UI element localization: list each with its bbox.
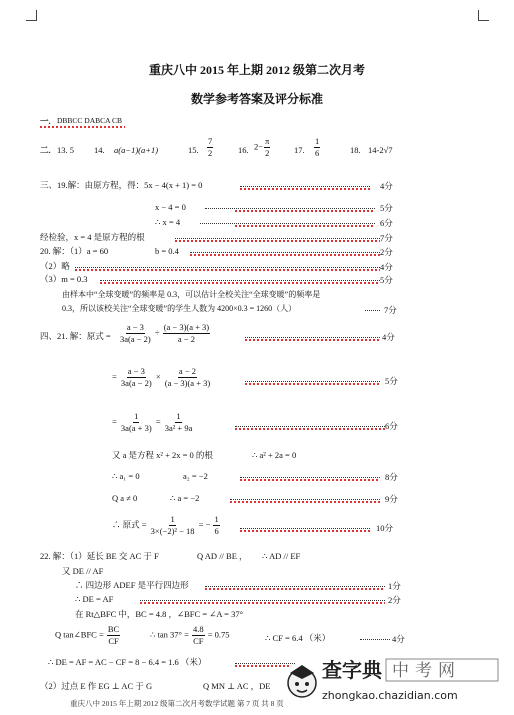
q22-line6: Q tan∠BFC = $\frac{BC}{CF}$ [55,624,120,646]
q22-line6b: ∴ tan 37° = $\frac{4.8}{CF}$ = 0.75 [150,624,230,646]
q20-line1a: 20. 解：（1）a = 60 [40,246,109,256]
score-7b: 7分 [384,305,397,315]
answer-17: $\frac{1}{6}$ [315,136,320,158]
q22-line5: 在 Rt△BFC 中，BC = 4.8 ，∠BFC = ∠A = 37° [75,609,243,619]
q22-line7: ∴ DE = AF = AC − CF = 8 − 6.4 = 1.6 （米） [48,657,207,667]
answer-13: 13. 5 [57,145,74,155]
q21-root-eq: ∴ a² + 2a = 0 [252,450,297,460]
section1-answers: DBBCC DABCA CB [57,116,123,125]
q21-prefix: 四、21. 解：原式 = [40,331,111,341]
q22-line3: ∴ 四边形 ADEF 是平行四边形 [75,580,189,590]
score-1: 1分 [388,581,401,591]
q21-a-value: ∴ a = −2 [170,493,200,503]
q19-line2: x − 4 = 0 [155,202,186,212]
answer-18: 14-2√7 [368,145,393,155]
q22-line6c: ∴ CF = 6.4 （米） [265,633,331,643]
score-6c: 6分 [385,421,398,431]
score-2b: 2分 [388,595,401,605]
page-footer: 重庆八中 2015 年上期 2012 级第二次月考数学试题 第 7 页 共 8 页 [70,699,284,708]
crop-mark-top-left [26,10,37,21]
score-2: 2分 [380,247,393,257]
q21-a2: a₂ = −2 [183,471,208,481]
score-4b: 4分 [380,262,393,272]
q17-number: 17. [294,145,305,155]
q22-line1b: Q AD // BE ， [197,551,248,561]
q16-number: 16. [238,145,249,155]
q22-line8: （2）过点 E 作 EG ⊥ AC 于 G [40,681,153,691]
crop-mark-top-right [478,10,489,21]
page-title: 重庆八中 2015 年上期 2012 级第二次月考 [148,63,365,77]
q21-root-line: 又 a 是方程 x² + 2x = 0 的根 [112,450,213,460]
logo-sub-text: 中考网 [392,661,461,681]
q21-step3: = $\frac{1}{3a(a + 3)}$ = $\frac{1}{\text{3a² + 9a}}$ [112,411,193,433]
q20-line4: 由样本中“全球变暖”的频率是 0.3，可以估计全校关注“全球变暖”的频率是 [62,290,321,299]
q19-line1: 三、19.解：由原方程，得：5x − 4(x + 1) = 0 [40,180,203,190]
score-8: 8分 [385,472,398,482]
answer-14: a(a−1)(a+1) [114,145,159,155]
section1-label: 一. [40,116,51,126]
score-4: 4分 [380,181,393,191]
q21-step2: = $\frac{a - 3}{3a(a - 2)}$ × $\frac{a - 2}{(a - 3)(a + 3)}$ [112,366,211,388]
score-7: 7分 [380,233,393,243]
score-5c: 5分 [385,376,398,386]
q22-line4: ∴ DE = AF [75,594,114,604]
q20-line5: 0.3，所以该校关注“全球变暖”的学生人数为 4200×0.3 = 1260（人） [62,304,297,313]
logo-url-text: zhongkao.chazidian.com [322,689,458,702]
q18-number: 18. [350,145,361,155]
score-9: 9分 [385,494,398,504]
logo-brand-text: 查字典 [322,658,382,682]
q22-line1c: ∴ AD // EF [262,551,301,561]
q21-final: ∴ 原式 = $\frac{1}{\text{3×(−2)² − 18}}$ = − $\frac{1}{6}$ [112,514,219,536]
q19-line4: 经检验，x = 4 是原方程的根 [40,232,145,242]
q20-line3: （3）m = 0.3 [40,274,88,284]
section2-label: 二. [40,145,51,155]
score-5b: 5分 [380,275,393,285]
score-4d: 4分 [392,634,405,644]
q19-line3: ∴ x = 4 [155,217,181,227]
score-6: 6分 [380,218,393,228]
score-10: 10分 [376,523,394,533]
score-5: 5分 [380,203,393,213]
q20-line1b: b = 0.4 [155,246,179,256]
q20-line2: （2）略 [40,261,70,271]
answer-15: $\frac{7}{2}$ [208,136,213,158]
q21-a1: ∴ a₁ = 0 [112,471,140,481]
q14-number: 14. [94,145,105,155]
q22-line1: 22. 解：（1）延长 BE 交 AC 于 F [40,551,159,561]
q15-number: 15. [188,145,199,155]
q22-line8b: Q MN ⊥ AC ，DE [203,681,271,691]
answer-16: 2− $\frac{\pi}{2}$ [254,136,270,158]
q21-expression: $\frac{a - 3}{3a(a - 2)}$ ÷ $\frac{(a - 3)(a + 3)}{a - 2}$ [120,322,210,344]
chazidian-watermark-logo [286,645,504,709]
q22-line2: 又 DE // AF [62,566,104,576]
q21-cond: Q a ≠ 0 [112,493,138,503]
score-4c: 4分 [382,332,395,342]
page-subtitle: 数学参考答案及评分标准 [190,92,323,106]
squiggle-underline [40,126,125,128]
